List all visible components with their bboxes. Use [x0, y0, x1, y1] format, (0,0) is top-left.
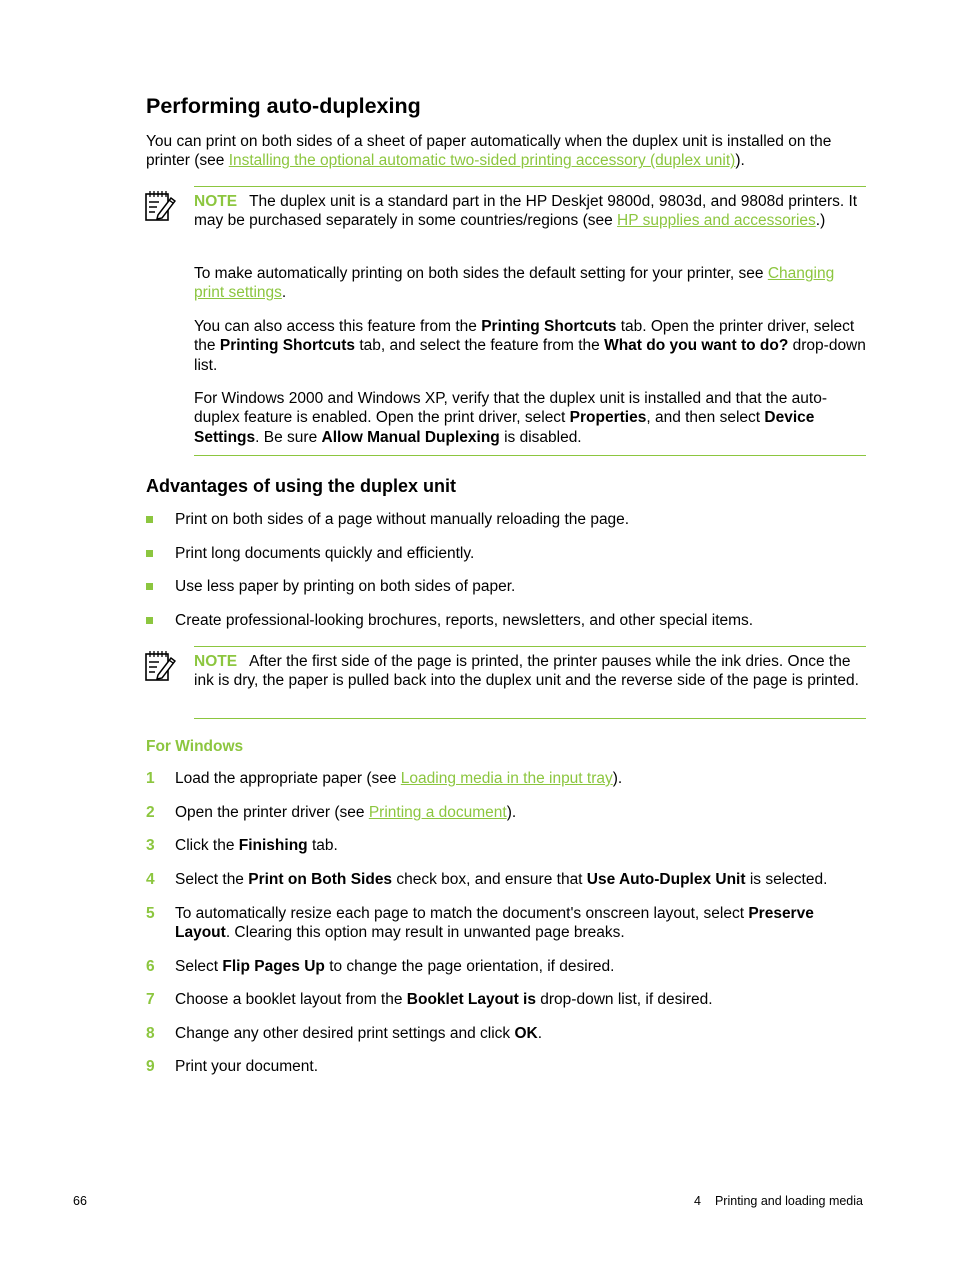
step-number: 7 [146, 991, 155, 1008]
duplex-accessory-link[interactable]: Installing the optional automatic two-sided printing accessory (duplex unit) [228, 152, 736, 170]
step-bold-text: Print on Both Sides [248, 871, 393, 888]
note-label: NOTE [194, 653, 238, 670]
note-bold-text: Printing Shortcuts [219, 337, 356, 355]
note-icon [144, 649, 176, 683]
step-text [175, 836, 866, 855]
note-bold-text: Device Settings [194, 409, 815, 446]
step-number: 1 [146, 770, 155, 787]
step-bold-text: Preserve Layout [175, 905, 814, 942]
note-paragraph-4 [194, 389, 866, 447]
advantages-heading: Advantages of using the duplex unit [146, 476, 457, 496]
step-number: 3 [146, 837, 155, 854]
step-number: 2 [146, 804, 155, 821]
note-paragraph-3 [194, 317, 866, 375]
step-text-part: tab. [307, 837, 338, 854]
step-bold-text: OK [514, 1025, 538, 1042]
step-text-part: is selected. [745, 871, 828, 888]
step-text-part: Choose a booklet layout from the [175, 991, 407, 1008]
step-text-part: ). [612, 770, 623, 787]
note-text: tab, and select the feature from the [355, 337, 605, 355]
step-text-part: Open the printer driver (see [175, 804, 369, 821]
step-bold-text: Booklet Layout is [406, 991, 536, 1008]
note-icon [144, 189, 176, 223]
intro-paragraph [146, 132, 862, 171]
note-paragraph [194, 652, 866, 691]
page-title: Performing auto-duplexing [146, 94, 421, 118]
step-text [175, 803, 866, 822]
step-text-part: drop-down list, if desired. [535, 991, 713, 1008]
note-bold-text: Allow Manual Duplexing [321, 428, 500, 446]
step-text-part: Print your document. [175, 1058, 319, 1075]
note-bold-text: Properties [569, 409, 647, 427]
for-windows-heading: For Windows [146, 738, 244, 755]
note-bold-text: Printing Shortcuts [481, 318, 617, 335]
note-text: tab. Open the printer driver, select the [194, 318, 855, 355]
note-text: For Windows 2000 and Windows XP, verify that the duplex unit is installed and that the auto-duplex feature is enabled. Open the print driver, select [194, 390, 827, 427]
note-paragraph-2 [194, 264, 866, 303]
step-text-part: to change the page orientation, if desired. [324, 958, 615, 975]
note-text: You can also access this feature from the [194, 318, 482, 335]
step-number: 8 [146, 1025, 155, 1042]
note-text-end: . [281, 284, 287, 302]
step-text [175, 769, 866, 788]
changing-print-settings-link[interactable]: Changing print settings [194, 265, 835, 302]
note-text-end: .) [815, 212, 826, 230]
note-text: , and then select [646, 409, 765, 427]
step-number: 6 [146, 958, 155, 975]
step-text-part: Select the [175, 871, 249, 888]
note-paragraph-1 [194, 192, 866, 231]
note-box [194, 186, 866, 456]
step-text-part: check box, and ensure that [392, 871, 587, 888]
step-bold-text: Use Auto-Duplex Unit [586, 871, 746, 888]
footer-chapter [694, 1193, 863, 1209]
note-text: drop-down list. [194, 337, 866, 374]
note-text: To make automatically printing on both sides the default setting for your printer, see [194, 265, 768, 282]
step-text-part: Click the [175, 837, 239, 854]
loading-media-link[interactable]: Loading media in the input tray [400, 770, 613, 787]
bullet-square-icon [146, 516, 153, 523]
note-text: is disabled. [499, 428, 582, 446]
bullet-square-icon [146, 583, 153, 590]
step-bold-text: Finishing [238, 837, 308, 854]
step-text-part: ). [506, 804, 517, 821]
step-text-part: Select [175, 958, 223, 975]
intro-text: You can print on both sides of a sheet of paper automatically when the duplex unit is installed on the printer (see [146, 133, 832, 170]
printing-document-link[interactable]: Printing a document [368, 804, 507, 821]
step-text-part: . Clearing this option may result in unwanted page breaks. [225, 924, 625, 942]
bullet-square-icon [146, 550, 153, 557]
hp-supplies-link[interactable]: HP supplies and accessories [617, 212, 816, 230]
note-label: NOTE [194, 193, 238, 210]
chapter-title: Printing and loading media [714, 1194, 863, 1208]
list-item-text: Use less paper by printing on both sides of paper. [175, 578, 516, 595]
step-number: 4 [146, 871, 155, 888]
step-text [175, 1057, 866, 1076]
page-number: 66 [73, 1194, 87, 1208]
chapter-number: 4 [694, 1194, 701, 1208]
note-bold-text: What do you want to do? [604, 337, 789, 355]
step-text [175, 904, 866, 943]
bullet-square-icon [146, 617, 153, 624]
step-text [175, 870, 866, 889]
step-number: 9 [146, 1058, 155, 1075]
note-text: . Be sure [255, 428, 322, 446]
note-box [194, 646, 866, 719]
step-text-part: To automatically resize each page to match the document's onscreen layout, select [175, 905, 749, 922]
step-text-part: Load the appropriate paper (see [175, 770, 401, 787]
step-text-part: Change any other desired print settings and click [175, 1025, 515, 1042]
list-item-text: Print long documents quickly and efficiently. [175, 545, 475, 562]
step-number: 5 [146, 905, 155, 922]
note-text: The duplex unit is a standard part in the HP Deskjet 9800d, 9803d, and 9808d printers. It may be purchased separately in some countries/regions (see [194, 193, 858, 230]
step-text [175, 1024, 866, 1043]
list-item-text: Print on both sides of a page without manually reloading the page. [175, 511, 630, 528]
note-text: After the first side of the page is printed, the printer pauses while the ink dries. Once the ink is dry, the paper is pulled back into the duplex unit and the reverse side of the page is printed. [194, 653, 859, 690]
step-text-part: . [537, 1025, 543, 1042]
step-text [175, 957, 866, 976]
list-item-text: Create professional-looking brochures, reports, newsletters, and other special items. [175, 612, 754, 629]
step-bold-text: Flip Pages Up [222, 958, 325, 975]
step-text [175, 990, 866, 1009]
intro-text-end: ). [735, 152, 745, 170]
